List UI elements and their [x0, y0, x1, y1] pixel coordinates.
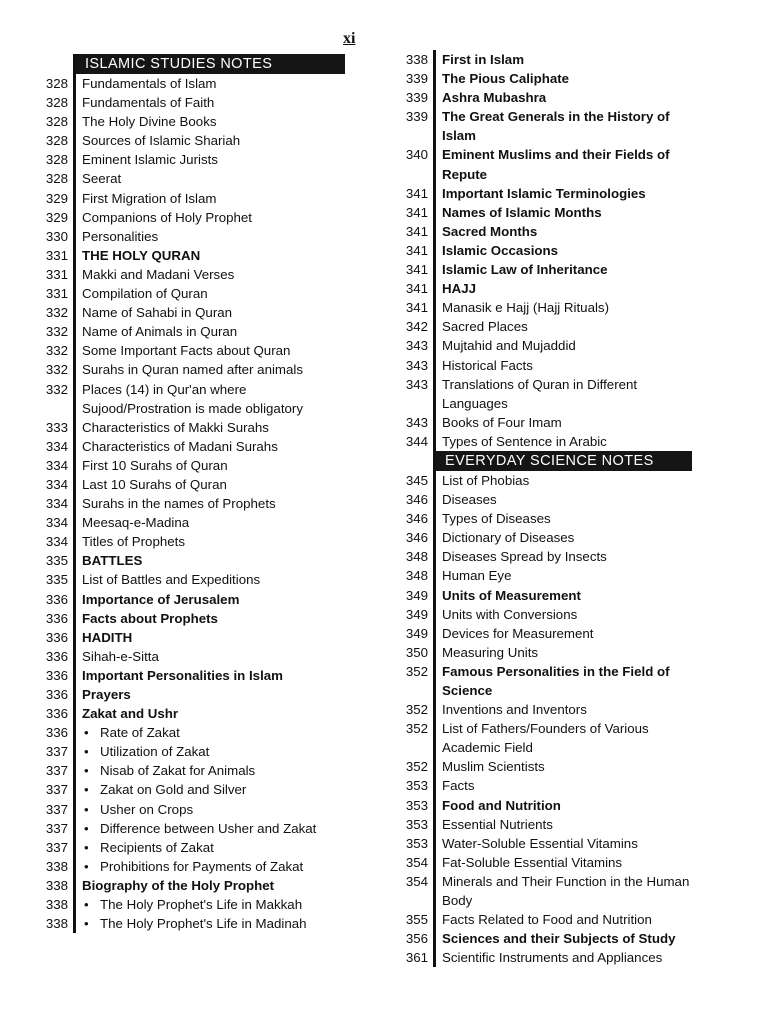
toc-entry	[20, 169, 345, 188]
toc-page-number: 356	[405, 931, 428, 947]
toc-entry	[380, 375, 692, 413]
toc-entry-title: Fundamentals of Faith	[73, 93, 345, 112]
toc-entry	[380, 815, 692, 834]
toc-entry-title: Seerat	[73, 169, 345, 188]
toc-entry-title: • The Holy Prophet's Life in Madinah	[73, 914, 345, 933]
toc-entry	[20, 666, 345, 685]
toc-page-number: 336	[45, 706, 68, 722]
toc-entry-title: Devices for Measurement	[433, 624, 692, 643]
toc-page-number: 337	[45, 839, 68, 855]
toc-entry-title: Characteristics of Madani Surahs	[73, 437, 345, 456]
toc-entry-title: Zakat and Ushr	[73, 704, 345, 723]
toc-entry	[380, 624, 692, 643]
toc-entry	[20, 876, 345, 895]
toc-page-number: 332	[45, 305, 68, 321]
toc-entry-title: Meesaq-e-Madina	[73, 513, 345, 532]
toc-entry-title: Scientific Instruments and Appliances	[433, 948, 692, 967]
toc-page-number: 341	[405, 223, 428, 239]
toc-page-number: 341	[405, 204, 428, 220]
toc-page-number: 334	[45, 534, 68, 550]
toc-entry	[380, 929, 692, 948]
toc-page-number: 331	[45, 247, 68, 263]
toc-entry-title: HADITH	[73, 628, 345, 647]
toc-entry	[20, 685, 345, 704]
toc-page-number: 333	[45, 419, 68, 435]
toc-page-number: 343	[405, 357, 428, 373]
toc-entry	[20, 761, 345, 780]
toc-entry-title: List of Battles and Expeditions	[73, 570, 345, 589]
toc-entry	[20, 475, 345, 494]
toc-entry-title: List of Fathers/Founders of Various Academic Field	[433, 719, 692, 757]
toc-entry-title: Types of Sentence in Arabic	[433, 432, 692, 451]
toc-entry	[380, 145, 692, 183]
toc-page-number: 343	[405, 338, 428, 354]
toc-entry-title: List of Phobias	[433, 471, 692, 490]
section-title: ISLAMIC STUDIES NOTES	[73, 54, 345, 74]
toc-entry-title: THE HOLY QURAN	[73, 246, 345, 265]
toc-entry-title: Characteristics of Makki Surahs	[73, 418, 345, 437]
toc-page-number: 354	[405, 873, 428, 889]
toc-entry	[20, 360, 345, 379]
toc-page-number: 350	[405, 644, 428, 660]
toc-entry	[380, 910, 692, 929]
toc-entry	[20, 303, 345, 322]
toc-page-number: 341	[405, 242, 428, 258]
toc-entry	[380, 605, 692, 624]
toc-page-number: 336	[45, 667, 68, 683]
toc-entry-title: Names of Islamic Months	[433, 203, 692, 222]
toc-list	[380, 50, 692, 451]
toc-entry-title: Books of Four Imam	[433, 413, 692, 432]
toc-entry-title: First Migration of Islam	[73, 189, 345, 208]
toc-entry	[20, 189, 345, 208]
toc-entry-title: The Holy Divine Books	[73, 112, 345, 131]
toc-page-number: 337	[45, 744, 68, 760]
toc-entry	[380, 566, 692, 585]
toc-entry-title: Biography of the Holy Prophet	[73, 876, 345, 895]
toc-page-number: 337	[45, 763, 68, 779]
toc-entry-title: • Difference between Usher and Zakat	[73, 819, 345, 838]
toc-entry-title: Historical Facts	[433, 356, 692, 375]
toc-entry-title: Some Important Facts about Quran	[73, 341, 345, 360]
toc-page-number: 336	[45, 725, 68, 741]
toc-entry	[380, 662, 692, 700]
toc-entry	[380, 356, 692, 375]
toc-entry	[20, 418, 345, 437]
header-spacer	[20, 54, 73, 74]
toc-entry-title: Places (14) in Qur'an where Sujood/Prostration is made obligatory	[73, 380, 345, 418]
toc-entry	[20, 838, 345, 857]
toc-entry-title: Sacred Places	[433, 317, 692, 336]
toc-entry	[380, 948, 692, 967]
toc-entry-title: Units with Conversions	[433, 605, 692, 624]
toc-entry-title: Measuring Units	[433, 643, 692, 662]
toc-entry	[380, 700, 692, 719]
toc-entry	[380, 279, 692, 298]
toc-page-number: 332	[45, 324, 68, 340]
toc-entry	[380, 872, 692, 910]
toc-entry	[20, 150, 345, 169]
toc-entry	[380, 413, 692, 432]
toc-entry	[20, 609, 345, 628]
toc-entry	[20, 284, 345, 303]
toc-page-number: 328	[45, 114, 68, 130]
toc-page-number: 336	[45, 629, 68, 645]
toc-page-number: 349	[405, 625, 428, 641]
section-header-islamic-studies	[20, 54, 345, 74]
toc-entry	[20, 532, 345, 551]
toc-page-number: 339	[405, 90, 428, 106]
toc-entry	[380, 776, 692, 795]
toc-entry-title: • Zakat on Gold and Silver	[73, 780, 345, 799]
toc-entry-title: • The Holy Prophet's Life in Makkah	[73, 895, 345, 914]
toc-entry-title: First 10 Surahs of Quran	[73, 456, 345, 475]
toc-page-number: 339	[405, 109, 428, 125]
toc-page-number: 341	[405, 185, 428, 201]
toc-entry	[20, 227, 345, 246]
toc-page-number: 337	[45, 801, 68, 817]
toc-page-number: 341	[405, 262, 428, 278]
toc-page-number: 328	[45, 133, 68, 149]
toc-entry	[380, 88, 692, 107]
toc-page-number: 336	[45, 591, 68, 607]
section-title: EVERYDAY SCIENCE NOTES	[433, 451, 692, 471]
toc-page-number: 340	[405, 147, 428, 163]
toc-page-number: 334	[45, 476, 68, 492]
toc-page-number: 334	[45, 438, 68, 454]
toc-entry	[20, 437, 345, 456]
toc-entry-title: Personalities	[73, 227, 345, 246]
toc-page-number: 341	[405, 281, 428, 297]
toc-entry-title: Eminent Islamic Jurists	[73, 150, 345, 169]
toc-entry	[380, 69, 692, 88]
toc-entry-title: Ashra Mubashra	[433, 88, 692, 107]
toc-entry-title: • Rate of Zakat	[73, 723, 345, 742]
toc-page-number: 353	[405, 797, 428, 813]
toc-entry-title: • Nisab of Zakat for Animals	[73, 761, 345, 780]
toc-entry	[380, 586, 692, 605]
toc-page-number: 335	[45, 572, 68, 588]
toc-page-number: 341	[405, 300, 428, 316]
toc-page-number: 343	[405, 414, 428, 430]
toc-entry-title: • Prohibitions for Payments of Zakat	[73, 857, 345, 876]
toc-entry	[20, 857, 345, 876]
toc-entry-title: Food and Nutrition	[433, 796, 692, 815]
toc-entry	[20, 723, 345, 742]
toc-entry-title: Sihah-e-Sitta	[73, 647, 345, 666]
toc-entry-title: Facts	[433, 776, 692, 795]
toc-page-number: 332	[45, 362, 68, 378]
toc-entry	[380, 317, 692, 336]
toc-entry-title: Essential Nutrients	[433, 815, 692, 834]
toc-entry	[380, 203, 692, 222]
toc-page-number: 334	[45, 496, 68, 512]
toc-page-number: 337	[45, 820, 68, 836]
toc-page-number: 346	[405, 511, 428, 527]
toc-entry-title: Companions of Holy Prophet	[73, 208, 345, 227]
toc-entry	[20, 742, 345, 761]
toc-entry-title: The Pious Caliphate	[433, 69, 692, 88]
toc-entry-title: Surahs in Quran named after animals	[73, 360, 345, 379]
toc-entry-title: Name of Animals in Quran	[73, 322, 345, 341]
toc-entry	[20, 456, 345, 475]
toc-entry-title: Translations of Quran in Different Languages	[433, 375, 692, 413]
toc-page-number: 353	[405, 778, 428, 794]
toc-page-number: 343	[405, 376, 428, 392]
toc-page-number: 332	[45, 381, 68, 397]
toc-entry-title: • Recipients of Zakat	[73, 838, 345, 857]
toc-page-number: 336	[45, 610, 68, 626]
toc-page-number: 352	[405, 721, 428, 737]
toc-entry	[20, 494, 345, 513]
toc-entry	[380, 643, 692, 662]
toc-page-number: 338	[405, 52, 428, 67]
toc-page-number: 346	[405, 530, 428, 546]
toc-page-number: 328	[45, 95, 68, 111]
toc-entry-title: Surahs in the names of Prophets	[73, 494, 345, 513]
toc-entry-title: Diseases	[433, 490, 692, 509]
toc-entry	[380, 50, 692, 69]
toc-page-number: 338	[45, 916, 68, 932]
toc-page-number: 352	[405, 702, 428, 718]
toc-entry-title: Sources of Islamic Shariah	[73, 131, 345, 150]
toc-entry	[20, 780, 345, 799]
toc-entry	[20, 265, 345, 284]
toc-entry	[380, 490, 692, 509]
toc-page-number: 344	[405, 433, 428, 449]
toc-entry	[380, 336, 692, 355]
toc-entry-title: Titles of Prophets	[73, 532, 345, 551]
toc-entry	[20, 246, 345, 265]
toc-entry-title: BATTLES	[73, 551, 345, 570]
toc-entry	[380, 260, 692, 279]
toc-page-number: 329	[45, 209, 68, 225]
toc-entry-title: Sacred Months	[433, 222, 692, 241]
toc-entry-title: Islamic Occasions	[433, 241, 692, 260]
toc-entry-title: Manasik e Hajj (Hajj Rituals)	[433, 298, 692, 317]
toc-entry	[380, 528, 692, 547]
header-spacer	[380, 451, 433, 471]
toc-entry-title: Facts Related to Food and Nutrition	[433, 910, 692, 929]
toc-entry	[20, 380, 345, 418]
toc-entry-title: Last 10 Surahs of Quran	[73, 475, 345, 494]
toc-entry-title: Muslim Scientists	[433, 757, 692, 776]
toc-page-number: 330	[45, 228, 68, 244]
section-header-everyday-science	[380, 451, 692, 471]
toc-entry-title: Water-Soluble Essential Vitamins	[433, 834, 692, 853]
toc-entry-title: Prayers	[73, 685, 345, 704]
toc-entry	[380, 107, 692, 145]
toc-entry	[20, 895, 345, 914]
toc-entry-title: • Utilization of Zakat	[73, 742, 345, 761]
toc-page-number: 349	[405, 587, 428, 603]
toc-list	[380, 471, 692, 967]
toc-page-number: 352	[405, 759, 428, 775]
toc-entry-title: Islamic Law of Inheritance	[433, 260, 692, 279]
toc-page-number: 329	[45, 190, 68, 206]
toc-entry	[380, 184, 692, 203]
toc-entry	[20, 800, 345, 819]
toc-entry	[20, 74, 345, 93]
toc-entry-title: Importance of Jerusalem	[73, 590, 345, 609]
toc-page-number: 338	[45, 897, 68, 913]
toc-entry-title: • Usher on Crops	[73, 800, 345, 819]
toc-entry	[380, 222, 692, 241]
toc-page-number: 349	[405, 606, 428, 622]
toc-page-number: 352	[405, 663, 428, 679]
toc-entry-title: Makki and Madani Verses	[73, 265, 345, 284]
toc-page-number: 328	[45, 171, 68, 187]
toc-entry	[20, 647, 345, 666]
toc-entry	[20, 704, 345, 723]
toc-page-number: 331	[45, 286, 68, 302]
toc-entry	[380, 298, 692, 317]
toc-entry	[20, 628, 345, 647]
toc-entry	[20, 590, 345, 609]
toc-page-number: 353	[405, 835, 428, 851]
toc-entry	[380, 757, 692, 776]
page-number: xi	[343, 30, 356, 47]
left-column	[20, 54, 345, 933]
toc-page-number: 355	[405, 912, 428, 928]
toc-entry-title: Diseases Spread by Insects	[433, 547, 692, 566]
toc-entry-title: Human Eye	[433, 566, 692, 585]
toc-entry-title: Sciences and their Subjects of Study	[433, 929, 692, 948]
toc-entry-title: Minerals and Their Function in the Human Body	[433, 872, 692, 910]
toc-entry	[20, 208, 345, 227]
toc-entry	[380, 719, 692, 757]
toc-entry	[20, 131, 345, 150]
toc-page-number: 338	[45, 877, 68, 893]
toc-entry-title: Name of Sahabi in Quran	[73, 303, 345, 322]
toc-page-number: 334	[45, 515, 68, 531]
toc-page-number: 331	[45, 266, 68, 282]
toc-page-number: 328	[45, 76, 68, 91]
toc-entry-title: Eminent Muslims and their Fields of Repute	[433, 145, 692, 183]
toc-entry-title: First in Islam	[433, 50, 692, 69]
toc-page-number: 337	[45, 782, 68, 798]
toc-entry	[20, 322, 345, 341]
toc-entry-title: Inventions and Inventors	[433, 700, 692, 719]
toc-entry	[380, 834, 692, 853]
toc-page-number: 336	[45, 687, 68, 702]
toc-entry-title: Units of Measurement	[433, 586, 692, 605]
toc-entry-title: Mujtahid and Mujaddid	[433, 336, 692, 355]
toc-page-number: 353	[405, 816, 428, 832]
toc-page-number: 335	[45, 553, 68, 569]
toc-entry	[380, 432, 692, 451]
toc-entry-title: Types of Diseases	[433, 509, 692, 528]
toc-page-number: 346	[405, 492, 428, 508]
toc-entry	[380, 796, 692, 815]
right-column	[380, 50, 692, 967]
toc-page-number: 342	[405, 319, 428, 335]
toc-entry-title: Compilation of Quran	[73, 284, 345, 303]
toc-entry	[380, 509, 692, 528]
toc-page-number: 328	[45, 152, 68, 168]
toc-entry	[20, 819, 345, 838]
toc-list	[20, 74, 345, 933]
toc-entry-title: HAJJ	[433, 279, 692, 298]
toc-page-number: 348	[405, 568, 428, 584]
toc-page-number: 336	[45, 648, 68, 664]
toc-entry	[380, 471, 692, 490]
toc-page-number: 348	[405, 549, 428, 565]
toc-page-number: 334	[45, 457, 68, 473]
toc-entry-title: Fundamentals of Islam	[73, 74, 345, 93]
toc-entry-title: Fat-Soluble Essential Vitamins	[433, 853, 692, 872]
toc-entry	[20, 112, 345, 131]
toc-entry-title: Famous Personalities in the Field of Science	[433, 662, 692, 700]
toc-page-number: 345	[405, 472, 428, 488]
toc-entry-title: Dictionary of Diseases	[433, 528, 692, 547]
toc-entry	[20, 341, 345, 360]
toc-entry	[20, 551, 345, 570]
toc-page-number: 354	[405, 854, 428, 870]
toc-entry	[20, 570, 345, 589]
toc-page-number: 332	[45, 343, 68, 359]
toc-entry	[380, 547, 692, 566]
toc-entry-title: Important Islamic Terminologies	[433, 184, 692, 203]
toc-entry	[380, 853, 692, 872]
toc-page-number: 339	[405, 71, 428, 87]
toc-entry	[20, 93, 345, 112]
toc-page-number: 361	[405, 950, 428, 966]
toc-entry	[380, 241, 692, 260]
toc-entry	[20, 513, 345, 532]
toc-entry-title: Important Personalities in Islam	[73, 666, 345, 685]
toc-entry-title: The Great Generals in the History of Islam	[433, 107, 692, 145]
toc-page-number: 338	[45, 858, 68, 874]
toc-entry-title: Facts about Prophets	[73, 609, 345, 628]
toc-entry	[20, 914, 345, 933]
